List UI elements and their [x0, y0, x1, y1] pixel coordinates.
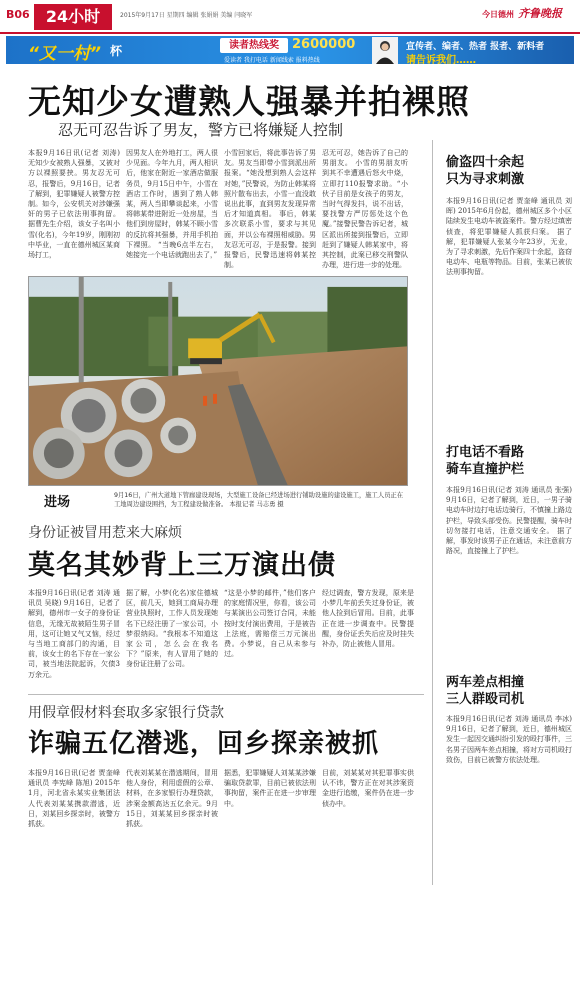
photo-label: 进场	[44, 495, 71, 510]
story2-column-2: 据了解，小梦(化名)家住德城区，前几天，她到工商局办理营业执照时，工作人员发现她名下已经注册了一家公司，小梦很纳闷。“我根本不知道这家公司，怎么会在我名下？”原来，有人冒用了她的身份证注册了公司。	[126, 589, 218, 669]
story2-column-3: “这是小梦的邮件，”他们客户的家庭情况里，你看，该公司与某演出公司签订合同，未能按时支付演出费用，于是被告上法庭，需赔偿三万元演出费。小梦说，自己从未参与过。	[224, 589, 316, 659]
lead-column-4: 忍无可忍，她告诉了自己的男朋友。 小雪的男朋友听到其不幸遭遇后怒火中烧，立即打110报警求助。“小伙子目前是女孩子的男友，当时气得发抖，说不出话，要找警方严厉惩处这个色魔。”接警民警告诉记者，城区派出所接到报警后，立即赶到了嫌疑人韩某家中，将其控制，此案已移交刑警队办理，进行进一步的处理。	[322, 149, 408, 270]
photo-caption: 9月16日，广州大道地下管廊建设现场，大型施工设备已经进场进行铺助设施的建设施工，施工人员正在工地周边建设围挡，为工程建设做准备。 本报记者 马志勇 摄	[114, 492, 404, 508]
paper-name: 今日德州	[482, 10, 514, 19]
ad-prize-label: 读者热线奖	[220, 38, 288, 53]
story2-column-4: 经过调查，警方发现，原来是小梦几年前丢失过身份证，被他人捡到后冒用。目前，此事正在进一步调查中。民警提醒，身份证丢失后应及时挂失补办，防止被他人冒用。	[322, 589, 414, 649]
story3-column-3: 据悉，犯罪嫌疑人刘某某涉嫌骗取贷款罪，目前已被依法刑事拘留，案件正在进一步审理中。	[224, 769, 316, 808]
masthead	[0, 0, 580, 34]
lead-column-2: 因男友人在外地打工，两人很少见面。今年九月，两人相识后，他家在附近一家酒店做服务员，9月15日中午，小雪在酒店工作时，遇到了熟人韩某，两人当即攀谈起来，小雪将韩某带进附近一处房屋，当他们到房屋时，韩某不顾小雪的反抗将其强暴，并用手机拍下裸照。 “当晚6点半左右，她接完一个电话就跑出去了，”	[126, 149, 218, 260]
ad-cup: 杯	[110, 44, 123, 58]
story2-column-1: 本报9月16日讯(记者 刘涛 通讯员 吴晓) 9月16日，记者了解到，德州市一女子的身份证信息，无缘无故被陌生男子冒用，这可让她又气又恼，经过与当地工商部门的沟通，目前，该女士的名下存在一家公司，被当地法院起诉，欠债3万余元。	[28, 589, 120, 679]
page-bottom-margin	[0, 895, 580, 981]
right-story-c-headline: 两车差点相撞 三人群殴司机	[446, 675, 525, 707]
lead-column-3: 小雪回家后，将此事告诉了男友。男友当即带小雪到派出所报案。“她没想到熟人会这样对她，”民警说，为防止韩某将照片散布出去，小雪一直没敢说出此事，直到男友发现异常后才知道真相。 事后，韩某多次联系小雪，要求与其见面，并以公布裸照相威胁。男友忍无可忍，于是报警。接到报警后，民警迅速将韩某控制。	[224, 149, 316, 270]
story3-column-4: 目前，刘某某对其犯罪事实供认不讳，警方正在对其涉案资金进行追缴，案件仍在进一步侦办中。	[322, 769, 414, 808]
section-tag: 24小时	[34, 4, 112, 30]
issue-line: 2015年9月17日 星期四 编辑 张娟娟 美编 闫晓军	[120, 12, 253, 19]
story3-column-2: 代表刘某某在潜逃期间，冒用他人身份，利用虚假的公章、材料，在多家银行办理贷款，涉案金额高达五亿余元。9月15日，刘某某回乡探亲时被抓获。	[126, 769, 218, 829]
ad-banner[interactable]	[6, 36, 574, 64]
right-story-a-headline: 偷盗四十余起 只为寻求刺激	[446, 155, 525, 187]
ad-cta: 请告诉我们……	[406, 55, 476, 64]
construction-photo	[28, 276, 408, 486]
right-story-b-headline: 打电话不看路 骑车直撞护栏	[446, 445, 525, 477]
right-story-a-body: 本报9月16日讯(记者 贾奎峰 通讯员 刘晖) 2015年6月份起，德州城区多个小区陆续发生电动车被盗案件。警方经过缜密侦查，将犯罪嫌疑人抓获归案。 据了解，犯罪嫌疑人张某今年23岁，无业，为了寻求刺激，先后作案四十余起，盗窃电动车、电瓶等物品。目前，张某已被依法刑事拘留。	[446, 197, 572, 277]
ad-title: “又一村”	[28, 44, 101, 64]
right-story-b-body: 本报9月16日讯(记者 刘涛 通讯员 张强) 9月16日，记者了解到，近日，一男子骑电动车时边打电话边骑行，不慎撞上路边护栏，导致头部受伤。民警提醒，骑车时切勿接打电话，注意交通安全。 据了解，事发时该男子正在通话，未注意前方路况，直接撞上了护栏。	[446, 486, 572, 556]
paper-logo: 齐鲁晚报	[518, 7, 562, 20]
right-story-c-body: 本报9月16日讯(记者 刘涛 通讯员 李冰) 9月16日，记者了解到，近日，德州城区发生一起因交通纠纷引发的殴打事件，三名男子因两车差点相撞，将对方司机殴打致伤，目前已被警方依法处理。	[446, 715, 572, 764]
story-divider	[28, 694, 424, 695]
lead-subhead: 忍无可忍告诉了男友，警方已将嫌疑人控制	[58, 121, 344, 139]
story3-column-1: 本报9月16日讯(记者 贾奎峰 通讯员 李宪峰 陈旭) 2015年1月，河北省永某实业集团法人代表刘某某携款潜逃，近日，刘某回乡探亲时，被警方抓获。	[28, 769, 120, 829]
column-divider	[432, 140, 433, 885]
story3-headline: 诈骗五亿潜逃，回乡探亲被抓	[28, 729, 380, 759]
lead-column-1: 本报9月16日讯(记者 刘涛) 无知少女被熟人强暴，又被对方以裸照要挟。男友忍无可忍，报警后，9月16日，记者了解到，犯罪嫌疑人被警方控制。如今，公安机关对涉嫌强奸的男子已依法刑事拘留。 据曹先生介绍，该女子名叫小雪(化名)，今年19岁，刚刚初中毕业，一直在德州城区某商场打工，	[28, 149, 120, 260]
story2-headline: 莫名其妙背上三万演出债	[28, 550, 336, 581]
ad-person-image	[372, 37, 398, 64]
story2-kicker: 身份证被冒用惹来大麻烦	[28, 525, 182, 541]
ad-subtext: 爱读者 我打电话 新闻线索 报料热线	[224, 57, 320, 64]
ad-roles: 宣传者、编者、热者 报者、新料者	[406, 42, 545, 52]
lead-headline: 无知少女遭熟人强暴并拍裸照	[28, 82, 470, 121]
story3-kicker: 用假章假材料套取多家银行贷款	[28, 705, 224, 721]
ad-prize-amount: 2600000	[292, 37, 356, 52]
page-number: B06	[6, 8, 30, 21]
